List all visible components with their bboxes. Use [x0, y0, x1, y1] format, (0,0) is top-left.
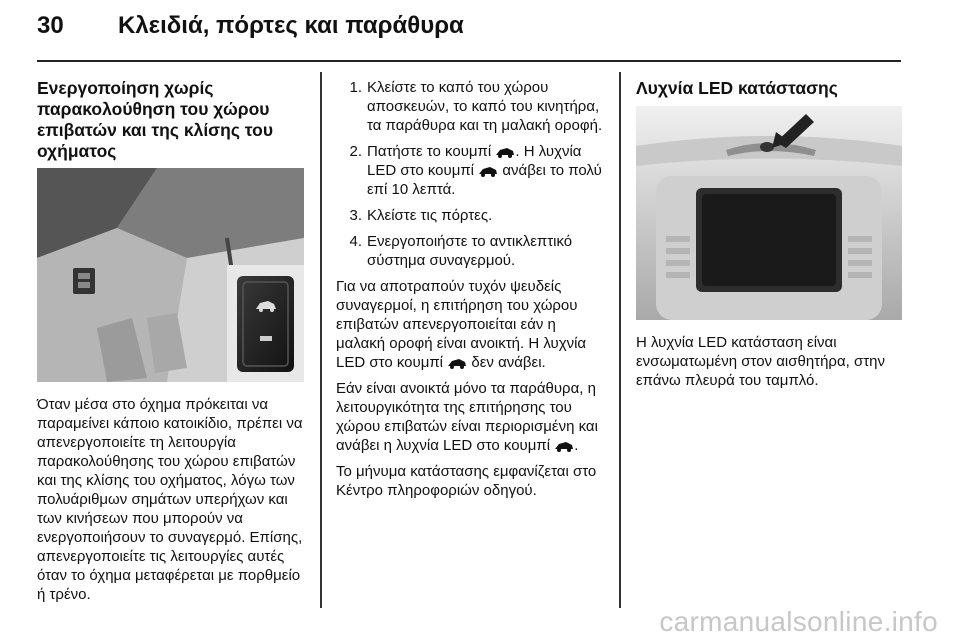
page-header: [0, 0, 960, 58]
dashboard-led-illustration: [636, 106, 902, 320]
paragraph-text: Εάν είναι ανοικτά μόνο τα παράθυρα, η λειτουργικότητα της επιτήρησης του χώρου επιβατών είναι περιορισμένη και ανάβει η λυχνία LED στο κουμπί: [336, 380, 598, 454]
body-paragraph: Το μήνυμα κατάστασης εμφανίζεται στο Κέντρο πληροφοριών οδηγού.: [336, 463, 597, 499]
paragraph-text: Για να αποτραπούν τυχόν ψευδείς συναγερμοί, η επιτήρηση του χώρου επιβατών απενεργοποιείται εάν η μαλακή οροφή είναι ανοικτή. Η λυχνία LED στο κουμπί: [336, 278, 587, 371]
body-paragraph: [336, 379, 606, 455]
car-tilt-icon: [554, 440, 574, 452]
step-text: Κλείστε το καπό του χώρου αποσκευών, το καπό του κινητήρα, τα παράθυρα και τη μαλακή οροφή.: [367, 79, 603, 134]
paragraph-text: δεν ανάβει.: [471, 354, 546, 371]
step-text: Κλείστε τις πόρτες.: [367, 207, 493, 224]
header-rule: [37, 60, 901, 62]
list-item: [336, 142, 606, 199]
body-paragraph: [336, 277, 606, 372]
step-number: 2.: [349, 143, 362, 160]
column-divider: [619, 72, 621, 608]
step-number: 3.: [349, 207, 362, 224]
watermark: carmanualsonline.info: [659, 606, 938, 637]
column-1: [37, 78, 305, 162]
step-text: Ενεργοποιήστε το αντικλεπτικό σύστημα συναγερμού.: [367, 233, 573, 269]
body-paragraph: Όταν μέσα στο όχημα πρόκειται να παραμείνει κάποιο κατοικίδιο, πρέπει να απενεργοποιείτε τη λειτουργία παρακολούθησης του χώρου επιβατών και της κλίσης του οχήματος, λόγω των πολυάριθμων σημάτων υπερήχων και των κινήσεων που μπορούν να ενεργοποιήσουν το συναγερμό. Επίσης, απενεργοποιείτε τις λειτουργίες αυτές όταν το όχημα μεταφέρεται με πορθμείο ή τρένο.: [37, 396, 303, 603]
step-text: . Η λυχνία LED στο κουμπί: [367, 143, 582, 179]
step-number: 4.: [349, 233, 362, 250]
column-3-body: [636, 333, 902, 397]
step-text: Πατήστε το κουμπί: [367, 143, 492, 160]
body-paragraph: Η λυχνία LED κατάσταση είναι ενσωματωμένη στον αισθητήρα, στην επάνω πλευρά του ταμπλό.: [636, 334, 885, 389]
list-item: [336, 78, 606, 135]
column-1-body: [37, 395, 308, 611]
list-item: [336, 206, 606, 225]
chapter-title: Κλειδιά, πόρτες και παράθυρα: [118, 12, 464, 39]
column-2: [336, 78, 606, 507]
figure-button-location: [37, 168, 304, 382]
section-heading: Λυχνία LED κατάστασης: [636, 78, 838, 98]
dashboard-button-illustration: [37, 168, 304, 382]
figure-led-location: [636, 106, 902, 320]
car-tilt-icon: [447, 357, 467, 369]
paragraph-text: .: [574, 437, 579, 454]
section-heading: Ενεργοποίηση χωρίς παρακολούθηση του χώρου επιβατών και της κλίσης του οχήματος: [37, 78, 274, 161]
step-text: ανάβει το πολύ επί 10 λεπτά.: [367, 162, 602, 198]
page-number: 30: [37, 12, 64, 39]
step-number: 1.: [349, 79, 362, 96]
column-divider: [320, 72, 322, 608]
car-tilt-icon: [478, 165, 498, 177]
list-item: [336, 232, 606, 270]
car-tilt-icon: [495, 146, 515, 158]
column-3: [636, 78, 902, 99]
